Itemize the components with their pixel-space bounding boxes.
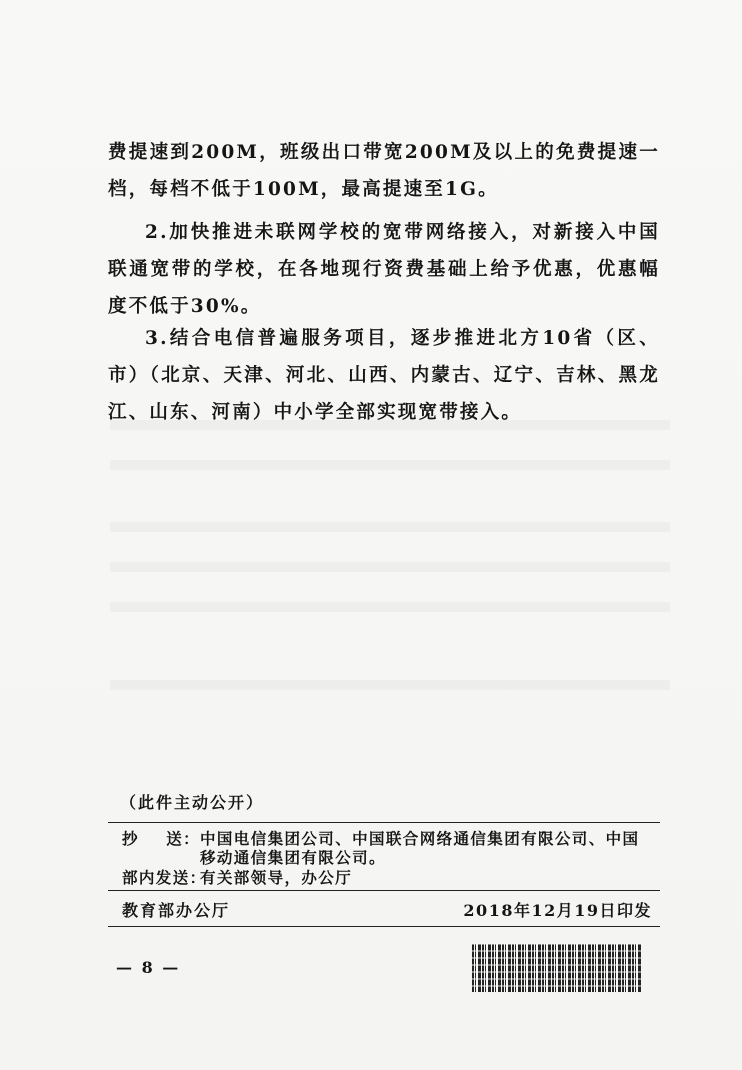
issuing-office: 教育部办公厅 — [122, 901, 231, 920]
divider-line-top — [108, 822, 660, 823]
bleed-through-shadow — [110, 680, 670, 690]
copy-to-label: 抄 送： — [122, 829, 200, 848]
internal-distribution-recipients: 有关部领导，办公厅 — [200, 868, 353, 887]
divider-line-middle — [108, 890, 660, 891]
body-paragraph-3: 3.结合电信普遍服务项目，逐步推进北方10省（区、市）（北京、天津、河北、山西、内蒙古、辽宁、吉林、黑龙江、山东、河南）中小学全部实现宽带接入。 — [108, 328, 660, 423]
bleed-through-shadow — [110, 522, 670, 532]
copy-to-recipients: 中国电信集团公司、中国联合网络通信集团有限公司、中国移动通信集团有限公司。 — [200, 829, 640, 867]
bleed-through-shadow — [110, 602, 670, 612]
bleed-through-shadow — [110, 460, 670, 470]
internal-distribution-row — [122, 868, 654, 887]
divider-line-bottom — [108, 926, 660, 927]
internal-distribution-label: 部内发送： — [122, 868, 207, 887]
bleed-through-shadow — [110, 562, 670, 572]
distribution-block — [122, 829, 654, 887]
page-number: — 8 — — [116, 958, 181, 977]
disclosure-note: （此件主动公开） — [120, 793, 265, 812]
print-date: 2018年12月19日印发 — [463, 901, 652, 920]
body-paragraph-2: 2.加快推进未联网学校的宽带网络接入，对新接入中国联通宽带的学校，在各地现行资费基础上给予优惠，优惠幅度不低于30%。 — [108, 222, 660, 317]
copy-to-row — [122, 829, 654, 867]
body-paragraph-1: 费提速到200M，班级出口带宽200M及以上的免费提速一档，每档不低于100M，最高提速至1G。 — [108, 142, 660, 200]
barcode-texture — [472, 944, 642, 992]
